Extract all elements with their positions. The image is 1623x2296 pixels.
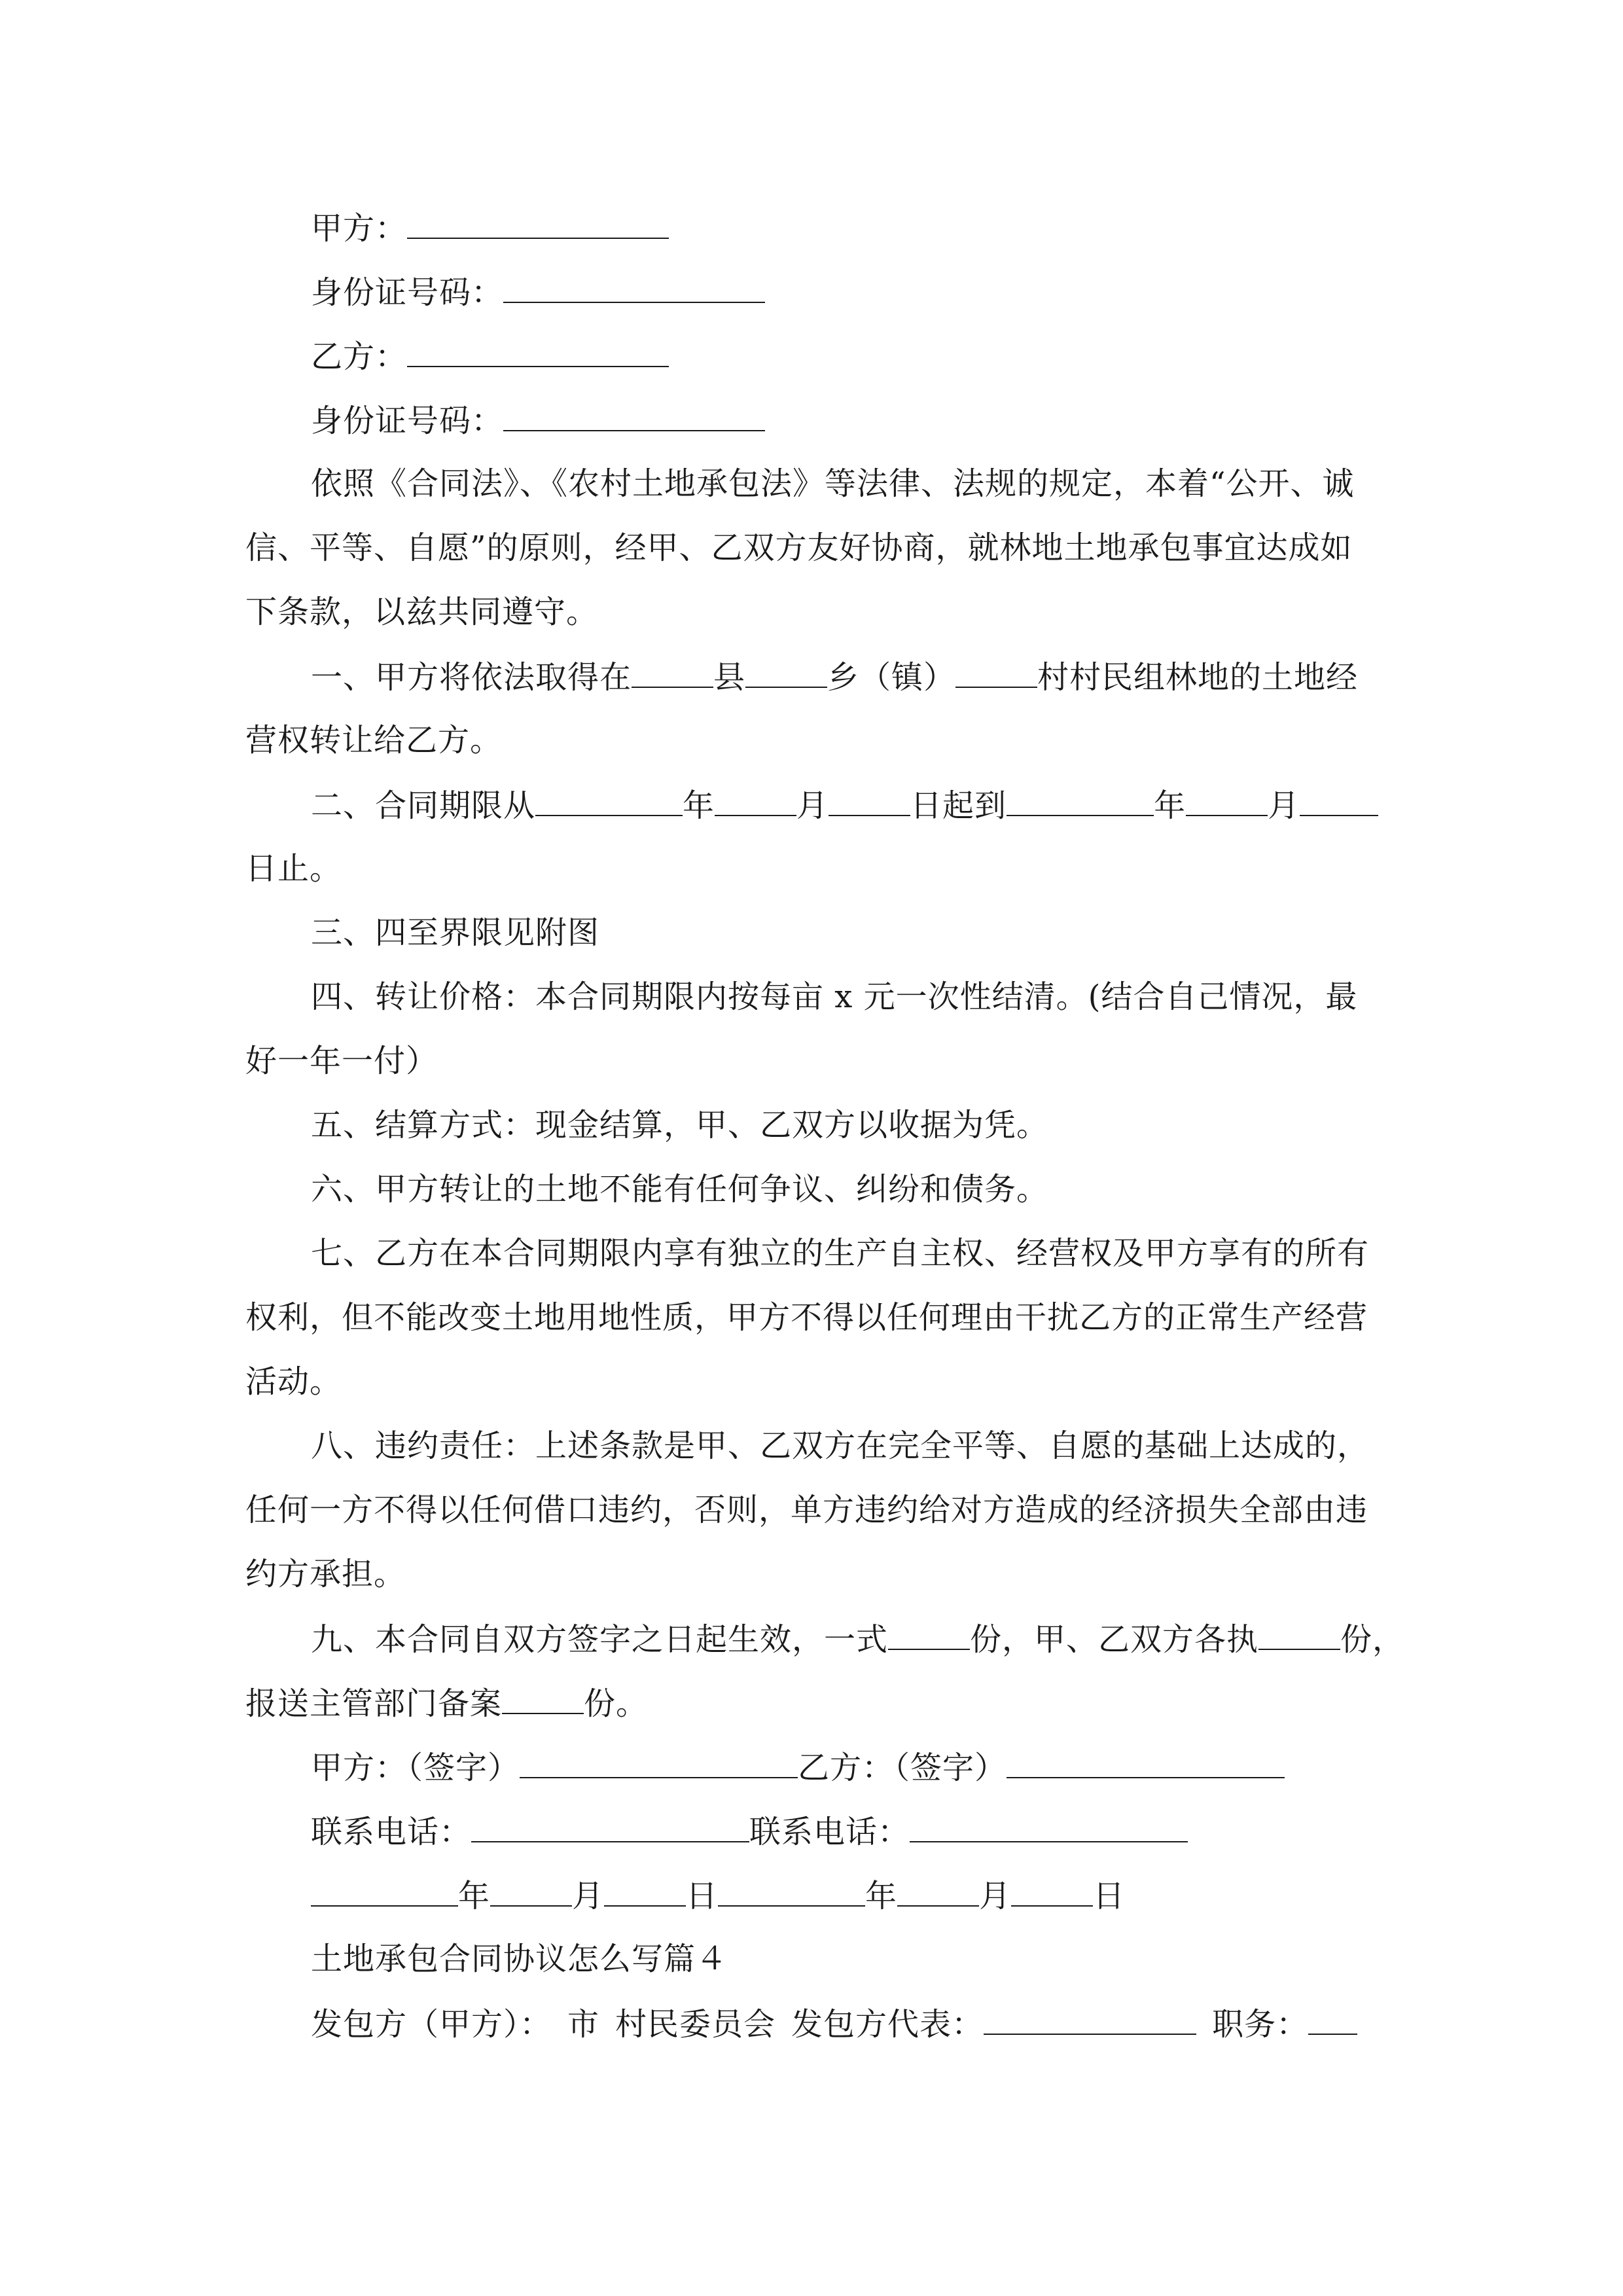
village-blank[interactable] <box>955 656 1037 688</box>
issuer-committee-label: 村民委员会 <box>615 2006 776 2043</box>
issuer-city-label: 市 <box>567 2006 600 2043</box>
party-b-line <box>311 336 669 375</box>
month-label: 月 <box>796 787 829 824</box>
clause-6: 六、甲方转让的土地不能有任何争议、纠纷和债务。 <box>311 1171 1049 1208</box>
party-a-day-blank[interactable] <box>604 1875 686 1907</box>
id-number-label: 身份证号码： <box>311 274 504 311</box>
clause-9-line-1 <box>311 1619 1404 1658</box>
start-day-blank[interactable] <box>829 785 910 816</box>
copies-total-blank[interactable] <box>888 1619 970 1650</box>
party-a-line <box>311 207 669 247</box>
clause-2-line-1 <box>311 785 1378 824</box>
party-a-phone-blank[interactable] <box>471 1811 749 1842</box>
clause-5: 五、结算方式：现金结算，甲、乙双方以收据为凭。 <box>311 1107 1049 1143</box>
clause-2-to: 日起到 <box>910 787 1007 824</box>
clause-1-line-1 <box>311 656 1358 696</box>
clause-7-line-1: 七、乙方在本合同期限内享有独立的生产自主权、经营权及甲方享有的所有 <box>311 1235 1370 1272</box>
clause-4-line-1: 四、转让价格：本合同期限内按每亩 x 元一次性结清。(结合自己情况，最 <box>311 978 1358 1015</box>
issuer-title-label: 职务： <box>1212 2006 1309 2043</box>
party-b-day-blank[interactable] <box>1011 1875 1093 1907</box>
party-a-signature-blank[interactable] <box>520 1747 798 1778</box>
clause-8-line-1: 八、违约责任：上述条款是甲、乙双方在完全平等、自愿的基础上达成的， <box>311 1427 1370 1464</box>
clause-8-line-2: 任何一方不得以任何借口违约，否则，单方违约给对方造成的经济损失全部由违 <box>245 1492 1368 1528</box>
clause-1-text-end: 村村民组林地的土地经 <box>1037 659 1359 696</box>
month-label: 月 <box>979 1878 1012 1914</box>
start-month-blank[interactable] <box>715 785 796 816</box>
section-title: 土地承包合同协议怎么写篇４ <box>311 1941 728 1977</box>
phone-line <box>311 1811 1188 1850</box>
party-b-signature-blank[interactable] <box>1007 1747 1285 1778</box>
intro-line-3: 下条款，以兹共同遵守。 <box>245 594 599 630</box>
year-label: 年 <box>683 787 715 824</box>
township-blank[interactable] <box>745 656 827 688</box>
intro-line-2: 信、平等、自愿”的原则，经甲、乙双方友好协商，就林地土地承包事宜达成如 <box>245 529 1353 566</box>
month-label: 月 <box>572 1878 605 1914</box>
party-b-phone-blank[interactable] <box>910 1811 1188 1842</box>
party-b-label: 乙方： <box>311 338 408 375</box>
party-a-id-blank[interactable] <box>503 272 765 303</box>
end-day-blank[interactable] <box>1300 785 1378 816</box>
party-a-blank[interactable] <box>407 207 669 239</box>
party-b-signature-label: 乙方：（签字） <box>798 1749 1007 1786</box>
party-b-id-line <box>311 400 765 439</box>
clause-2-line-2: 日止。 <box>245 850 342 887</box>
clause-2-text: 二、合同期限从 <box>311 787 536 824</box>
clause-9-text: 九、本合同自双方签字之日起生效，一式 <box>311 1621 889 1658</box>
issuer-label: 发包方（甲方）： <box>311 2006 552 2043</box>
issuer-representative-label: 发包方代表： <box>791 2006 984 2043</box>
end-year-blank[interactable] <box>1007 785 1154 816</box>
clause-4-line-2: 好一年一付） <box>245 1043 438 1079</box>
year-label: 年 <box>865 1878 898 1914</box>
intro-line-1: 依照《合同法》、《农村土地承包法》等法律、法规的规定，本着“公开、诚 <box>311 465 1355 502</box>
issuer-representative-blank[interactable] <box>984 2003 1196 2035</box>
day-label: 日 <box>686 1878 719 1914</box>
clause-9-text-mid: 份，甲、乙双方各执 <box>970 1621 1259 1658</box>
party-a-id-line <box>311 272 765 311</box>
clause-9-line-2 <box>245 1683 648 1722</box>
party-a-year-blank[interactable] <box>311 1875 458 1907</box>
party-a-label: 甲方： <box>311 210 408 247</box>
clause-1-text: 一、甲方将依法取得在 <box>311 659 632 696</box>
clause-1-line-2: 营权转让给乙方。 <box>245 722 503 759</box>
clause-7-line-3: 活动。 <box>245 1363 342 1400</box>
party-b-year-blank[interactable] <box>718 1875 865 1907</box>
township-label: 乡（镇） <box>827 659 956 696</box>
start-year-blank[interactable] <box>535 785 683 816</box>
year-label: 年 <box>1154 787 1186 824</box>
issuer-line <box>311 2003 1357 2043</box>
clause-7-line-2: 权利，但不能改变土地用地性质，甲方不得以任何理由干扰乙方的正常生产经营 <box>245 1299 1368 1336</box>
year-label: 年 <box>458 1878 491 1914</box>
party-a-phone-label: 联系电话： <box>311 1814 472 1850</box>
clause-9-text-end: 份， <box>1340 1621 1405 1658</box>
party-b-id-blank[interactable] <box>503 400 765 431</box>
party-a-signature-label: 甲方：（签字） <box>311 1749 520 1786</box>
copies-each-blank[interactable] <box>1258 1619 1340 1650</box>
clause-3: 三、四至界限见附图 <box>311 914 600 951</box>
date-line <box>311 1875 1125 1914</box>
party-b-blank[interactable] <box>407 336 669 367</box>
clause-9-filing-text: 报送主管部门备案 <box>245 1685 503 1722</box>
day-label: 日 <box>1093 1878 1126 1914</box>
party-b-phone-label: 联系电话： <box>749 1814 910 1850</box>
clause-9-filing-end: 份。 <box>584 1685 649 1722</box>
id-number-label: 身份证号码： <box>311 403 504 439</box>
county-blank[interactable] <box>632 656 713 688</box>
month-label: 月 <box>1268 787 1300 824</box>
county-label: 县 <box>713 659 746 696</box>
clause-8-line-3: 约方承担。 <box>245 1556 406 1592</box>
signature-line <box>311 1747 1285 1786</box>
issuer-title-blank[interactable] <box>1308 2003 1357 2035</box>
party-a-month-blank[interactable] <box>490 1875 572 1907</box>
end-month-blank[interactable] <box>1186 785 1268 816</box>
party-b-month-blank[interactable] <box>897 1875 979 1907</box>
copies-filed-blank[interactable] <box>502 1683 584 1714</box>
